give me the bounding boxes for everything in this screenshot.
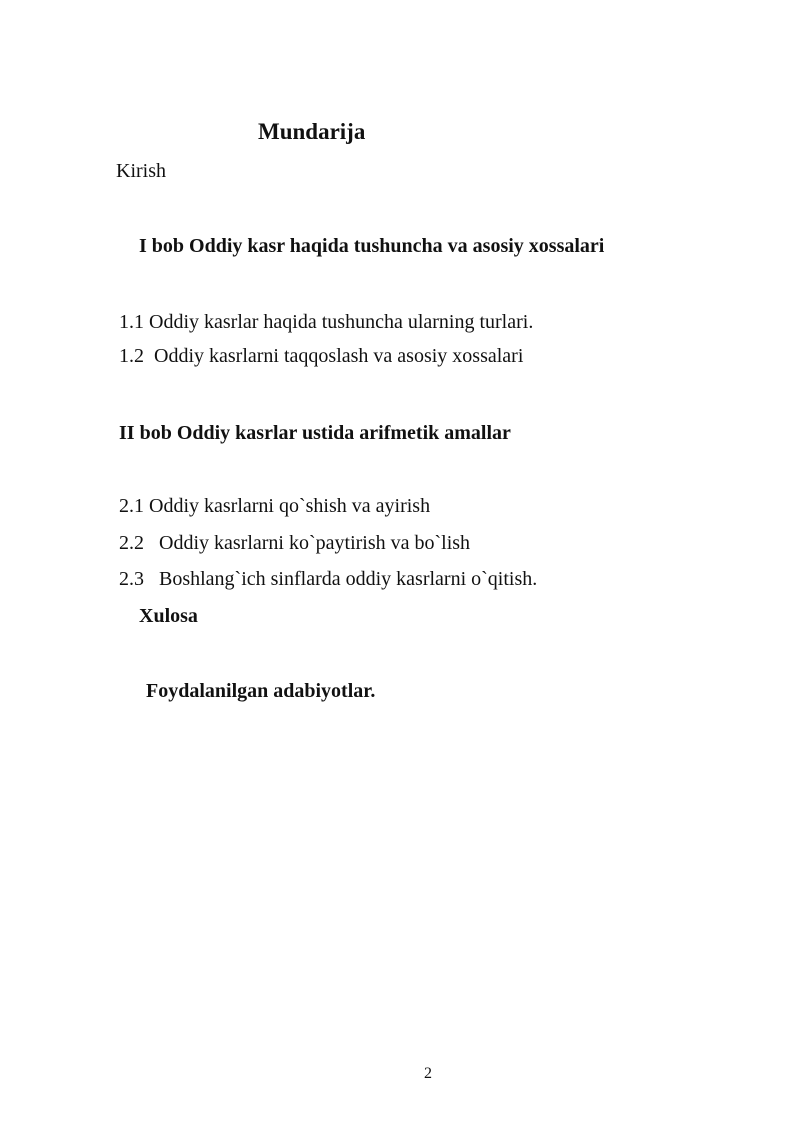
toc-entry-references: Foydalanilgan adabiyotlar. — [146, 680, 376, 702]
toc-section-text: Oddiy kasrlarni ko`paytirish va bo`lish — [159, 532, 471, 554]
toc-section-text: Oddiy kasrlarni taqqoslash va asosiy xossalari — [154, 345, 524, 367]
toc-section-2-2 — [119, 533, 470, 553]
toc-entry-xulosa: Xulosa — [139, 605, 198, 627]
toc-section-number: 1.2 — [119, 345, 144, 367]
page-number: 2 — [424, 1065, 432, 1082]
toc-section-number: 2.2 — [119, 532, 144, 554]
toc-section-1-1: 1.1 Oddiy kasrlar haqida tushuncha ularning turlari. — [119, 311, 534, 333]
toc-section-2-3 — [119, 569, 537, 589]
toc-section-number: 2.3 — [119, 568, 144, 590]
toc-section-text: Boshlang`ich sinflarda oddiy kasrlarni o`qitish. — [159, 568, 538, 590]
toc-section-1-2 — [119, 346, 523, 366]
toc-chapter-2: II bob Oddiy kasrlar ustida arifmetik amallar — [119, 422, 511, 444]
page-title: Mundarija — [258, 119, 366, 144]
toc-chapter-1: I bob Oddiy kasr haqida tushuncha va asosiy xossalari — [139, 235, 605, 257]
toc-entry-kirish: Kirish — [116, 160, 166, 182]
toc-section-2-1: 2.1 Oddiy kasrlarni qo`shish va ayirish — [119, 495, 431, 517]
